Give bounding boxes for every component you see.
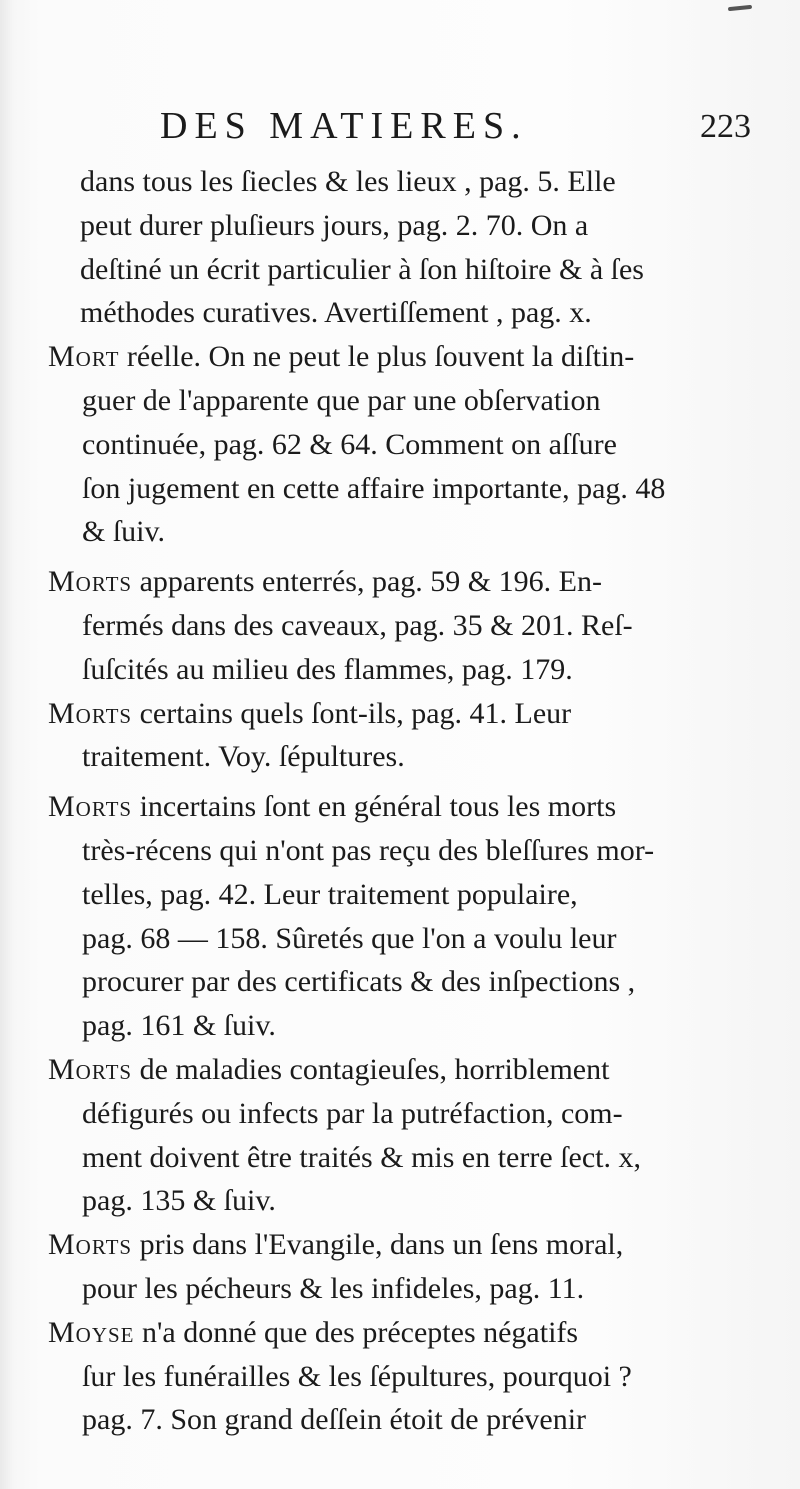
entry-first-line [0,1048,800,1092]
text-line: certains quels ſont-ils, pag. 41. Leur [132,696,572,730]
entry-first-line [0,1311,800,1355]
text-line: pag. 7. Son grand deſſein étoit de prévenir [82,1403,587,1437]
entry-first-line [0,560,800,604]
text-line: réelle. On ne peut le plus ſouvent la diſtin- [119,340,635,374]
text-line: pour les pécheurs & les infideles, pag. 11. [82,1271,585,1305]
entry-headword: Morts [48,565,133,599]
text-line: dans tous les ſiecles & les lieux , pag. 5. Elle [80,165,616,198]
text-line: de maladies contagieuſes, horriblement [132,1052,610,1086]
entry-headword: Morts [48,790,133,824]
text-line: telles, pag. 42. Leur traitement populaire, [82,877,578,911]
index-entry-mort-reelle [0,335,800,554]
entry-headword: Mort [48,340,120,374]
index-entry-morts-contagieuses [0,1048,800,1223]
entry-first-line [0,1223,800,1267]
index-entry-moyse [0,1311,800,1442]
index-entry-morts-apparents [0,560,800,691]
text-line: traitement. Voy. ſépultures. [82,740,405,774]
ink-mark [728,5,752,11]
text-line: & ſuiv. [82,515,166,549]
entry-first-line [0,785,800,829]
text-line: très-récens qui n'ont pas reçu des bleſſures mor- [82,833,655,867]
text-line: ment doivent être traités & mis en terre ſect. x, [82,1140,641,1174]
running-title: DES MATIERES. [160,105,528,147]
text-line: pag. 68 — 158. Sûretés que l'on a voulu leur [82,921,617,955]
text-line: ſon jugement en cette affaire importante, pag. 48 [82,471,666,505]
entry-first-line [0,335,800,379]
text-line: ſuſcités au milieu des flammes, pag. 179. [82,652,573,686]
index-entry-morts-incertains [0,785,800,1048]
text-line: pag. 135 & ſuiv. [82,1184,276,1218]
text-line: fermés dans des caveaux, pag. 35 & 201. Reſ- [82,608,633,642]
continued-entry [0,160,800,335]
entry-first-line [0,692,800,736]
text-line: pris dans l'Evangile, dans un ſens moral, [132,1228,624,1262]
index-text [0,160,800,1442]
text-line: n'a donné que des préceptes négatifs [134,1315,579,1349]
text-line: défigurés ou infects par la putréfaction, com- [82,1096,623,1130]
text-line: deſtiné un écrit particulier à ſon hiſtoire & à ſes [80,252,644,286]
text-line: procurer par des certificats & des inſpections , [82,965,636,999]
text-line: ſur les funérailles & les ſépultures, pourquoi ? [82,1359,632,1393]
page-header [0,104,800,154]
text-line: méthodes curatives. Avertiſſement , pag. x. [80,296,592,330]
text-line: peut durer pluſieurs jours, pag. 2. 70. On a [80,208,589,242]
entry-headword: Morts [48,1052,133,1086]
entry-headword: Moyse [48,1315,135,1349]
page-number: 223 [700,108,751,145]
index-entry-morts-evangile [0,1223,800,1311]
entry-headword: Morts [48,696,133,730]
text-line: pag. 161 & ſuiv. [82,1009,276,1043]
text-line: incertains ſont en général tous les morts [132,790,617,824]
text-line: continuée, pag. 62 & 64. Comment on aſſure [82,427,617,461]
index-entry-morts-certains [0,692,800,780]
text-line: guer de l'apparente que par une obſervation [82,383,601,417]
entry-headword: Morts [48,1228,133,1262]
text-line: apparents enterrés, pag. 59 & 196. En- [132,565,602,599]
